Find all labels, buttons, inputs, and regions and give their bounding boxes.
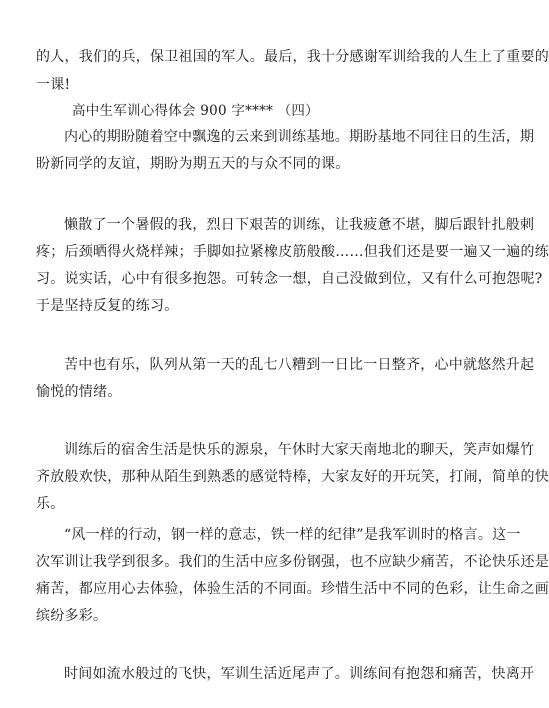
paragraph-2-line-1: 懒散了一个暑假的我，烈日下艰苦的训练，让我疲惫不堪，脚后跟针扎般刺 — [64, 217, 535, 233]
paragraph-5-line-3: 痛苦，都应用心去体验，体验生活的不同面。珍惜生活中不同的色彩，让生命之画 — [36, 581, 549, 597]
paragraph-5-line-4: 缤纷多彩。 — [36, 608, 108, 624]
paragraph-2-line-3: 习。说实话，心中有很多抱怨。可转念一想，自己没做到位，又有什么可抱怨呢? — [36, 271, 543, 287]
paragraph-6-line-1: 时间如流水般过的飞快，军训生活近尾声了。训练间有抱怨和痛苦，快离开 — [64, 666, 535, 682]
paragraph-4-line-3: 乐。 — [36, 496, 65, 512]
paragraph-3-line-2: 愉悦的情绪。 — [36, 384, 122, 400]
paragraph-4-line-2: 齐放般欢快，那种从陌生到熟悉的感觉特棒，大家友好的开玩笑，打闹，简单的快 — [36, 469, 549, 485]
paragraph-3-line-1: 苦中也有乐，队列从第一天的乱七八糟到一日比一日整齐，心中就悠然升起 — [64, 357, 535, 373]
paragraph-1-line-1: 内心的期盼随着空中飘逸的云来到训练基地。期盼基地不同往日的生活，期 — [64, 129, 535, 145]
intro-line-2: 一课! — [36, 77, 71, 93]
paragraph-5-line-2: 次军训让我学到很多。我们的生活中应多份钢强，也不应缺少痛苦，不论快乐还是 — [36, 554, 549, 570]
paragraph-5-line-1: “风一样的行动，钢一样的意志，铁一样的纪律”是我军训时的格言。这一 — [64, 527, 521, 543]
paragraph-2-line-4: 于是坚持反复的练习。 — [36, 298, 179, 314]
section-title: 高中生军训心得体会 900 字**** （四） — [72, 103, 319, 119]
intro-line-1: 的人，我们的兵，保卫祖国的军人。最后，我十分感谢军训给我的人生上了重要的 — [36, 49, 549, 65]
paragraph-2-line-2: 疼；后颈晒得火烧样辣；手脚如拉紧橡皮筋般酸……但我们还是要一遍又一遍的练 — [36, 244, 549, 260]
paragraph-4-line-1: 训练后的宿舍生活是快乐的源泉，午休时大家天南地北的聊天，笑声如爆竹 — [64, 442, 535, 458]
paragraph-1-line-2: 盼新同学的友谊，期盼为期五天的与众不同的课。 — [36, 156, 350, 172]
